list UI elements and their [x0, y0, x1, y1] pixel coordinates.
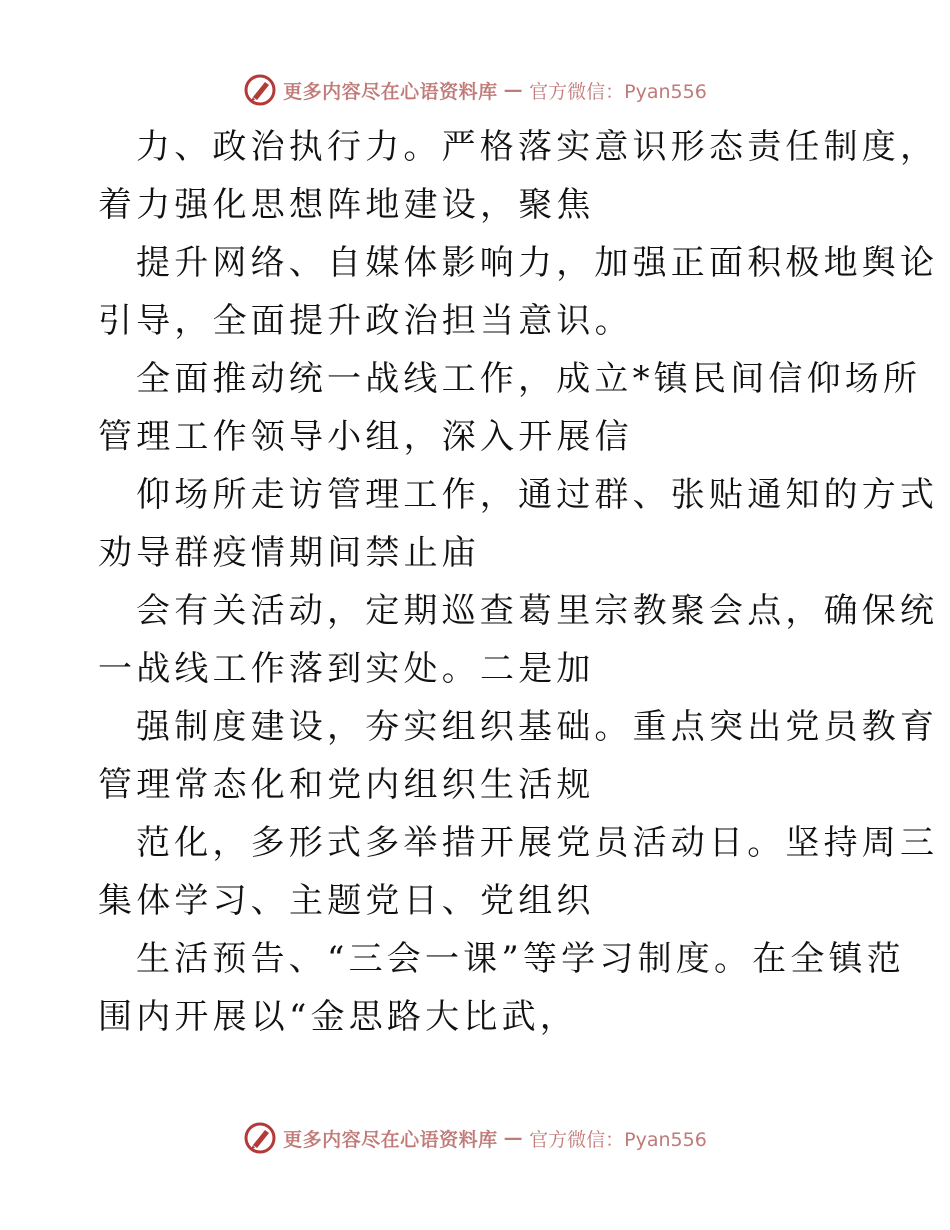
body-line: 集体学习、主题党日、党组织 [98, 881, 595, 921]
watermark-separator: — [503, 79, 524, 101]
body-line: 一战线工作落到实处。二是加 [98, 649, 595, 689]
body-line: 仰场所走访管理工作，通过群、张贴通知的方式 [136, 475, 939, 515]
document-body [98, 118, 939, 1046]
body-line: 会有关活动，定期巡查葛里宗教聚会点，确保统 [136, 591, 939, 631]
body-line: 范化，多形式多举措开展党员活动日。坚持周三 [136, 823, 939, 863]
body-line: 引导，全面提升政治担当意识。 [98, 301, 633, 341]
watermark-text: 更多内容尽在心语资料库 [283, 80, 498, 103]
watermark-text: 更多内容尽在心语资料库 [283, 1128, 498, 1151]
body-line: 提升网络、自媒体影响力，加强正面积极地舆论 [136, 243, 939, 283]
pen-seal-logo-icon [243, 1121, 277, 1155]
header-watermark [0, 70, 950, 110]
body-line: 力、政治执行力。严格落实意识形态责任制度， [136, 127, 939, 167]
watermark-wechat: 官方微信：Pyan556 [529, 80, 707, 103]
body-line: 强制度建设，夯实组织基础。重点突出党员教育 [136, 707, 939, 747]
body-line: 围内开展以“金思路大比武， [98, 997, 578, 1037]
watermark-wechat: 官方微信：Pyan556 [529, 1128, 707, 1151]
body-line: 管理常态化和党内组织生活规 [98, 765, 595, 805]
body-line: 生活预告、“三会一课”等学习制度。在全镇范 [136, 939, 905, 979]
pen-seal-logo-icon [243, 73, 277, 107]
body-line: 着力强化思想阵地建设，聚焦 [98, 185, 595, 225]
watermark-separator: — [503, 1127, 524, 1149]
body-line: 劝导群疫情期间禁止庙 [98, 533, 480, 573]
body-line: 全面推动统一战线工作，成立*镇民间信仰场所 [136, 359, 922, 399]
footer-watermark [0, 1118, 950, 1158]
body-line: 管理工作领导小组，深入开展信 [98, 417, 633, 457]
